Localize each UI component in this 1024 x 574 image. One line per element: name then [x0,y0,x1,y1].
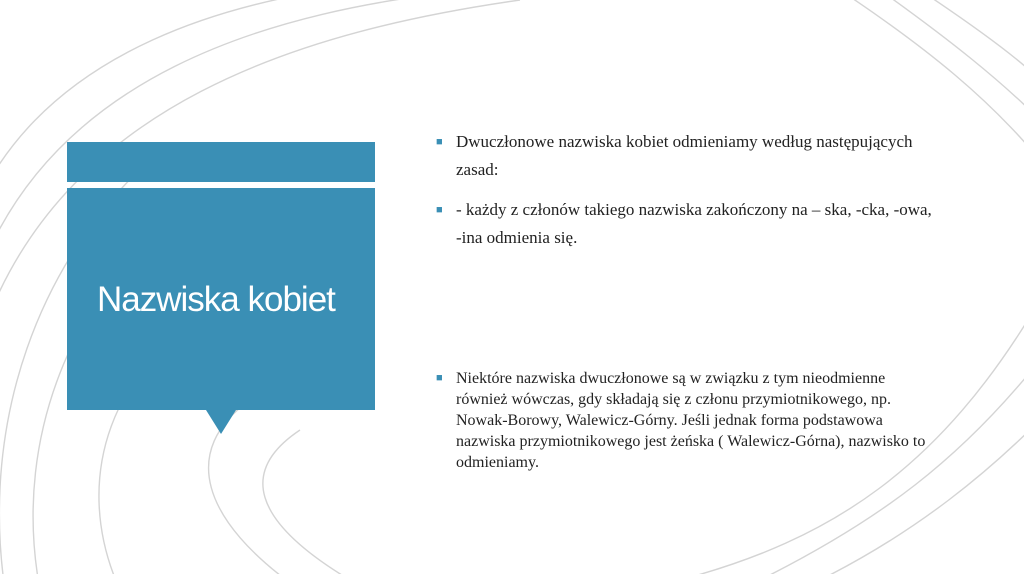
accent-strip [67,142,375,182]
bullet-item [436,196,936,252]
bullet-list-top [436,128,936,264]
bullet-text: - każdy z członów takiego nazwiska zakończony na – ska, -cka, -owa, -ina odmienia się. [456,200,932,247]
slide-title: Nazwiska kobiet [97,280,335,319]
title-box [67,188,375,410]
square-bullet-icon: ■ [436,372,443,384]
bullet-item [436,368,926,473]
title-pointer [206,410,236,434]
square-bullet-icon: ■ [436,136,443,148]
bullet-list-bottom [436,368,936,473]
bullet-text: Dwuczłonowe nazwiska kobiet odmieniamy według następujących zasad: [456,132,913,179]
bullet-item [436,128,936,184]
square-bullet-icon: ■ [436,204,443,216]
bullet-text: Niektóre nazwiska dwuczłonowe są w związku z tym nieodmienne również wówczas, gdy składają się z członu przymiotnikowego, np. Nowak-Borowy, Walewicz-Górny. Jeśli jednak forma podstawowa nazwiska przymiotnikowego jest żeńska ( Walewicz-Górna), nazwisko to odmieniamy. [456,370,926,471]
